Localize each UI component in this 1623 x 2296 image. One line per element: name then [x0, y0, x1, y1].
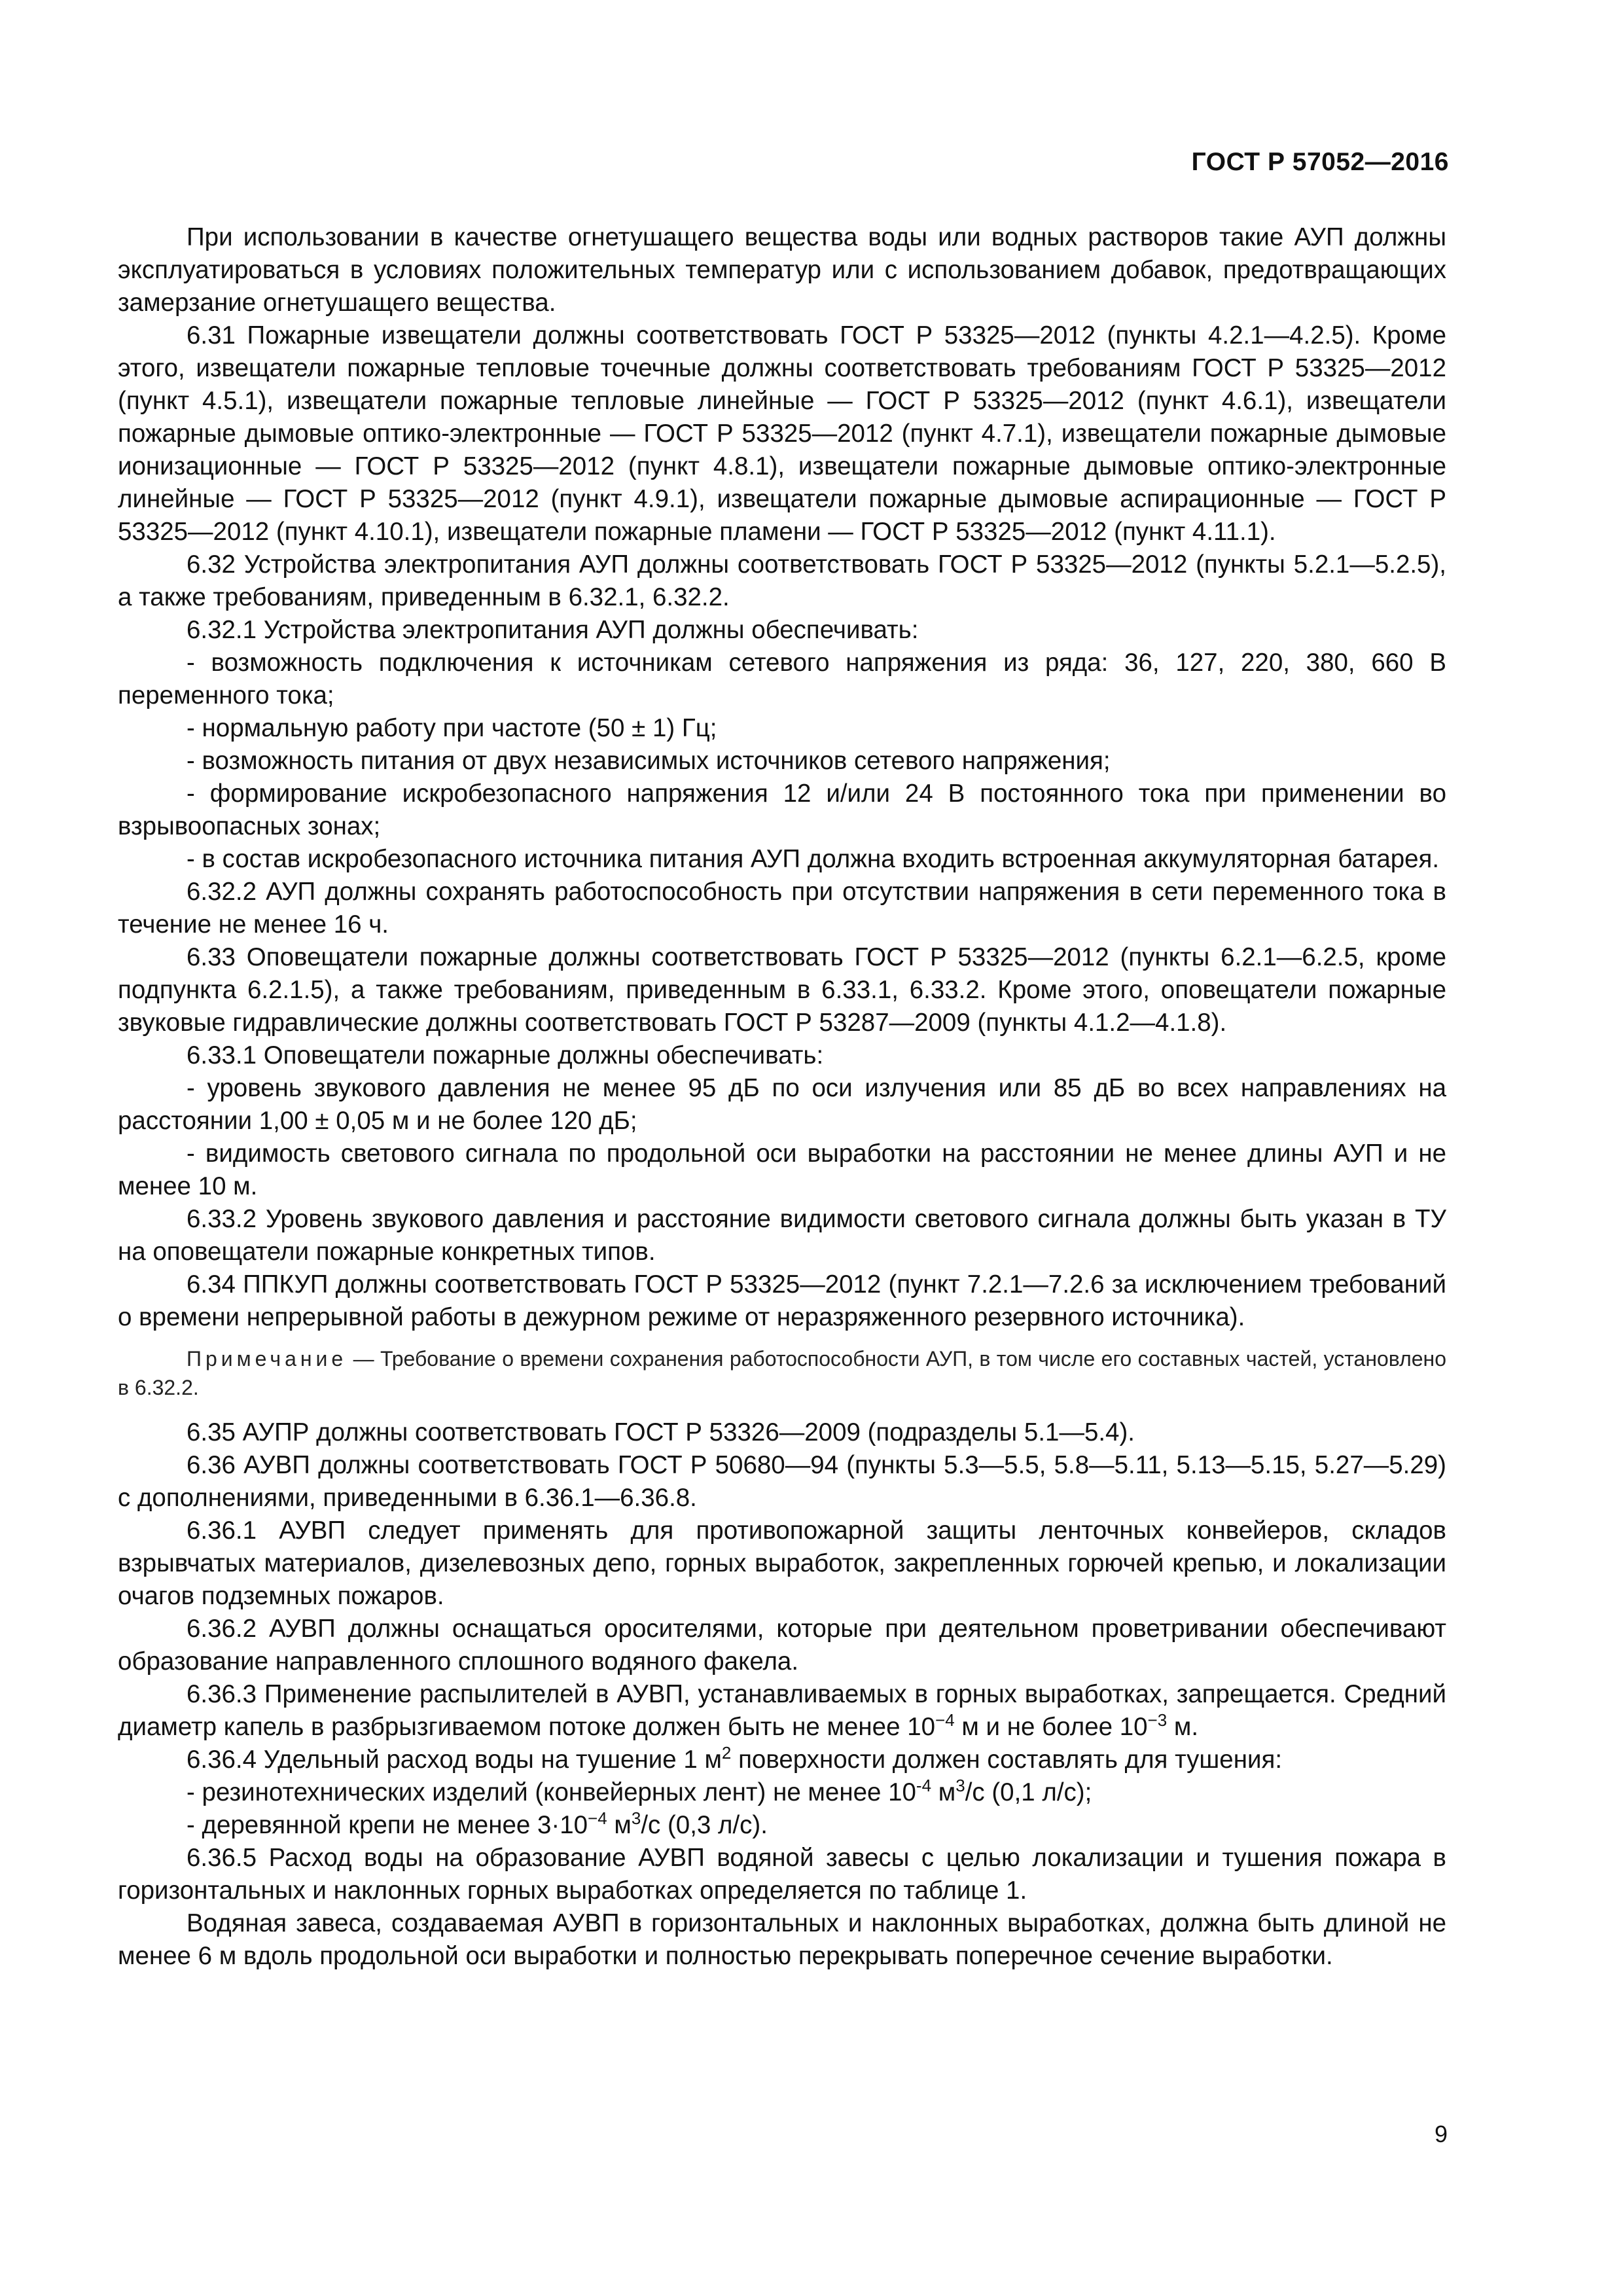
text-run: - деревянной крепи не менее 3·10 [187, 1811, 588, 1839]
list-item: - формирование искробезопасного напряжения 12 и/или 24 В постоянного тока при применении во взрывоопасных зонах; [118, 780, 1446, 840]
paragraph: 6.33.1 Оповещатели пожарные должны обеспечивать: [187, 1041, 824, 1069]
paragraph: При использовании в качестве огнетушащего вещества воды или водных растворов такие АУП должны эксплуатироваться в условиях положительных температур или с использованием добавок, предотвращающих замерзание огнетушащего вещества. [118, 223, 1446, 317]
paragraph: 6.33.2 Уровень звукового давления и расстояние видимости светового сигнала должны быть указан в ТУ на оповещатели пожарные конкретных типов. [118, 1205, 1446, 1266]
text-run: - резинотехнических изделий (конвейерных лент) не менее 10 [187, 1778, 916, 1806]
superscript: −4 [588, 1808, 607, 1828]
text-run: м и не более 10 [954, 1713, 1148, 1741]
document-body [118, 221, 1446, 1973]
superscript: −3 [1147, 1710, 1168, 1730]
superscript: 3 [631, 1808, 641, 1828]
superscript: −4 [935, 1710, 955, 1730]
paragraph: 6.32.2 АУП должны сохранять работоспособность при отсутствии напряжения в сети переменного тока в течение не менее 16 ч. [118, 878, 1446, 939]
paragraph: Водяная завеса, создаваемая АУВП в горизонтальных и наклонных выработках, должна быть длиной не менее 6 м вдоль продольной оси выработки и полностью перекрывать поперечное сечение выработки. [118, 1909, 1446, 1970]
text-run: /с (0,3 л/с). [641, 1811, 768, 1839]
text-run: м [607, 1811, 632, 1839]
page-number: 9 [1434, 2121, 1448, 2147]
paragraph: 6.33 Оповещатели пожарные должны соответствовать ГОСТ Р 53325—2012 (пункты 6.2.1—6.2.5, кроме подпункта 6.2.1.5), а также требованиям, приведенным в 6.33.1, 6.33.2. Кроме этого, оповещатели пожарные звуковые гидравлические должны соответствовать ГОСТ Р 53287—2009 (пункты 4.1.2—4.1.8). [118, 943, 1446, 1037]
superscript: 3 [955, 1776, 965, 1795]
paragraph: 6.31 Пожарные извещатели должны соответствовать ГОСТ Р 53325—2012 (пункты 4.2.1—4.2.5). Кроме этого, извещатели пожарные тепловые точечные должны соответствовать требованиям ГОСТ Р 53325—2012 (пункт 4.5.1), извещатели пожарные тепловые линейные — ГОСТ Р 53325—2012 (пункт 4.6.1), извещатели пожарные дымовые оптико-электронные — ГОСТ Р 53325—2012 (пункт 4.7.1), извещатели пожарные дымовые ионизационные — ГОСТ Р 53325—2012 (пункт 4.8.1), извещатели пожарные дымовые оптико-электронные линейные — ГОСТ Р 53325—2012 (пункт 4.9.1), извещатели пожарные дымовые аспирационные — ГОСТ Р 53325—2012 (пункт 4.10.1), извещатели пожарные пламени — ГОСТ Р 53325—2012 (пункт 4.11.1). [118, 321, 1446, 546]
text-run: м [931, 1778, 956, 1806]
paragraph: 6.36 АУВП должны соответствовать ГОСТ Р 50680—94 (пункты 5.3—5.5, 5.8—5.11, 5.13—5.15, 5.27—5.29) с дополнениями, приведенными в 6.36.1—6.36.8. [118, 1451, 1446, 1512]
list-item [118, 1809, 1446, 1842]
paragraph [118, 1744, 1446, 1776]
list-item: - возможность питания от двух независимых источников сетевого напряжения; [187, 747, 1111, 775]
list-item [118, 1776, 1446, 1809]
text-run: 6.36.3 Применение распылителей в АУВП, устанавливаемых в горных выработках, запрещается. Средний диаметр капель в разбрызгиваемом потоке должен быть не менее 10 [118, 1680, 1446, 1741]
text-run: /с (0,1 л/с); [965, 1778, 1092, 1806]
text-run: 6.36.4 Удельный расход воды на тушение 1 м [187, 1746, 722, 1774]
superscript: -4 [916, 1776, 932, 1795]
note [118, 1344, 1446, 1402]
list-item: - в состав искробезопасного источника питания АУП должна входить встроенная аккумуляторная батарея. [187, 845, 1440, 873]
paragraph: 6.32.1 Устройства электропитания АУП должны обеспечивать: [187, 616, 919, 644]
text-run: поверхности должен составлять для тушения: [731, 1746, 1283, 1774]
list-item: - уровень звукового давления не менее 95 дБ по оси излучения или 85 дБ во всех направлениях на расстоянии 1,00 ± 0,05 м и не более 120 дБ; [118, 1074, 1446, 1135]
paragraph: 6.36.1 АУВП следует применять для противопожарной защиты ленточных конвейеров, складов взрывчатых материалов, дизелевозных депо, горных выработок, закрепленных горючей крепью, и локализации очагов подземных пожаров. [118, 1516, 1446, 1610]
paragraph: 6.35 АУПР должны соответствовать ГОСТ Р 53326—2009 (подразделы 5.1—5.4). [187, 1418, 1135, 1446]
paragraph: 6.36.2 АУВП должны оснащаться оросителями, которые при деятельном проветривании обеспечивают образование направленного сплошного водяного факела. [118, 1615, 1446, 1676]
paragraph: 6.34 ППКУП должны соответствовать ГОСТ Р 53325—2012 (пункт 7.2.1—7.2.6 за исключением требований о времени непрерывной работы в дежурном режиме от неразряженного резервного источника). [118, 1270, 1446, 1331]
document-header: ГОСТ Р 57052—2016 [1191, 148, 1449, 176]
list-item: - нормальную работу при частоте (50 ± 1) Гц; [187, 714, 717, 742]
paragraph [118, 1678, 1446, 1744]
text-run: м. [1167, 1713, 1199, 1741]
superscript: 2 [721, 1743, 732, 1763]
note-label: Примечание [187, 1347, 348, 1371]
paragraph: 6.32 Устройства электропитания АУП должны соответствовать ГОСТ Р 53325—2012 (пункты 5.2.1—5.2.5), а также требованиям, приведенным в 6.32.1, 6.32.2. [118, 550, 1446, 611]
note-text: — Требование о времени сохранения работоспособности АУП, в том числе его составных частей, установлено в 6.32.2. [118, 1347, 1446, 1399]
list-item: - видимость светового сигнала по продольной оси выработки на расстоянии не менее длины АУП и не менее 10 м. [118, 1139, 1446, 1200]
paragraph: 6.36.5 Расход воды на образование АУВП водяной завесы с целью локализации и тушения пожара в горизонтальных и наклонных горных выработках определяется по таблице 1. [118, 1844, 1446, 1905]
list-item: - возможность подключения к источникам сетевого напряжения из ряда: 36, 127, 220, 380, 660 В переменного тока; [118, 649, 1446, 709]
